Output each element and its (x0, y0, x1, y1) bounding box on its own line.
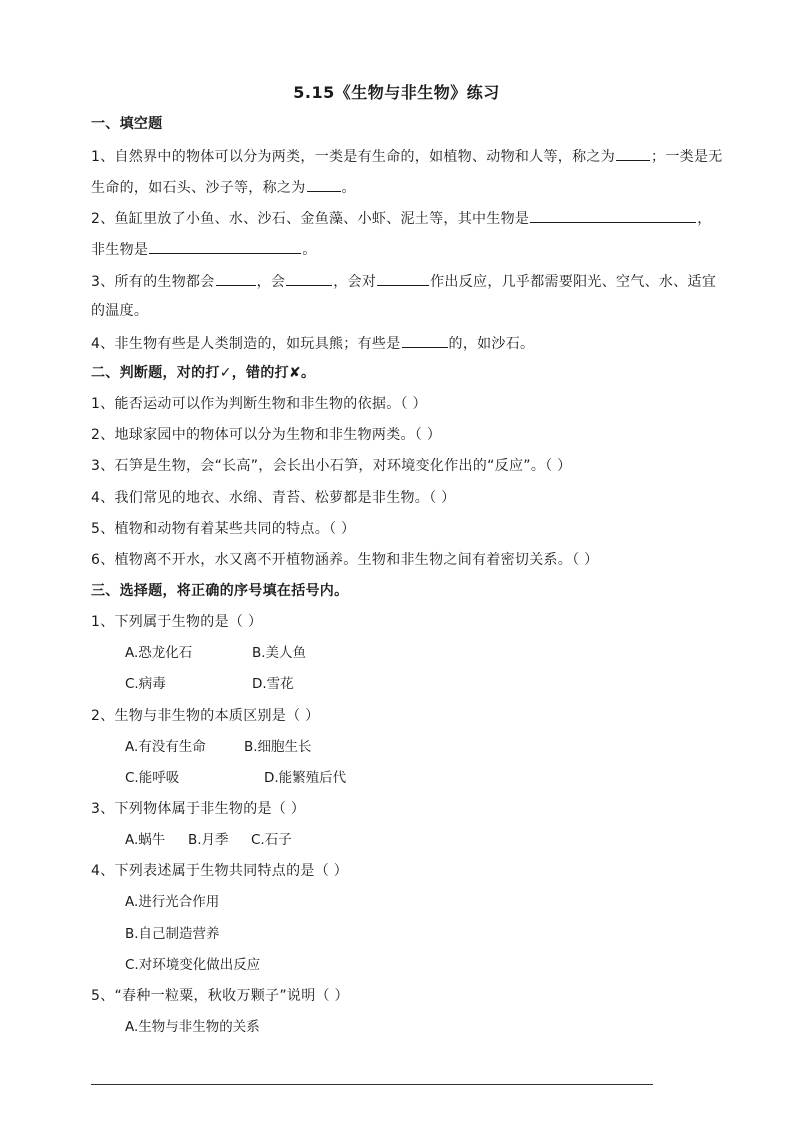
choice-question-2: 2、生物与非生物的本质区别是（ ） (91, 708, 320, 724)
option-c[interactable]: C.能呼吸 (125, 770, 180, 786)
question-text: 2、鱼缸里放了小鱼、水、沙石、金鱼藻、小虾、泥土等，其中生物是 (91, 211, 530, 227)
option-b[interactable]: B.月季 (188, 832, 229, 848)
question-1-line-1 (91, 145, 723, 167)
section-heading-true-false: 二、判断题，对的打✓，错的打✘。 (91, 365, 316, 381)
true-false-item: 2、地球家园中的物体可以分为生物和非生物两类。（ ） (91, 427, 442, 443)
question-2-line-2 (91, 238, 317, 260)
question-text: 生命的，如石头、沙子等，称之为 (91, 180, 306, 196)
option-a[interactable]: A.有没有生命 (125, 739, 206, 755)
answer-blank[interactable] (149, 238, 301, 254)
question-text: 的，如沙石。 (448, 336, 535, 352)
question-1-line-2 (91, 176, 356, 198)
question-4 (91, 332, 534, 354)
option-b[interactable]: B.自己制造营养 (125, 926, 220, 942)
answer-blank[interactable] (216, 270, 256, 286)
choice-question-5: 5、“春种一粒粟，秋收万颗子”说明（ ） (91, 988, 349, 1004)
question-text: 3、所有的生物都会 (91, 274, 215, 290)
option-a[interactable]: A.蜗牛 (125, 832, 166, 848)
question-text: ，会 (256, 274, 286, 290)
option-c[interactable]: C.对环境变化做出反应 (125, 957, 261, 973)
page-title: 5.15《生物与非生物》练习 (293, 83, 500, 102)
question-3-line-1 (91, 270, 716, 292)
true-false-item: 3、石笋是生物，会“长高”，会长出小石笋，对环境变化作出的“反应”。（ ） (91, 458, 572, 474)
answer-blank[interactable] (402, 332, 448, 348)
choice-question-4: 4、下列表述属于生物共同特点的是（ ） (91, 863, 349, 879)
option-b[interactable]: B.细胞生长 (244, 739, 312, 755)
option-c[interactable]: C.病毒 (125, 676, 166, 692)
option-b[interactable]: B.美人鱼 (252, 645, 307, 661)
option-d[interactable]: D.雪花 (252, 676, 294, 692)
answer-blank[interactable] (616, 145, 650, 161)
answer-blank[interactable] (307, 176, 341, 192)
choice-question-1: 1、下列属于生物的是（ ） (91, 614, 263, 630)
answer-blank[interactable] (377, 270, 429, 286)
section-heading-multiple-choice: 三、选择题，将正确的序号填在括号内。 (91, 583, 349, 599)
true-false-item: 4、我们常见的地衣、水绵、青苔、松萝都是非生物。（ ） (91, 490, 456, 506)
question-text: 4、非生物有些是人类制造的，如玩具熊；有些是 (91, 336, 401, 352)
option-a[interactable]: A.恐龙化石 (125, 645, 193, 661)
question-text: 1、自然界中的物体可以分为两类，一类是有生命的，如植物、动物和人等，称之为 (91, 149, 616, 165)
question-text: ，会对 (333, 274, 377, 290)
true-false-item: 1、能否运动可以作为判断生物和非生物的依据。（ ） (91, 396, 427, 412)
footer-divider (91, 1084, 653, 1085)
answer-blank[interactable] (286, 270, 332, 286)
question-text: 非生物是 (91, 242, 149, 258)
question-text: ；一类是无 (651, 149, 723, 165)
question-text: 作出反应，几乎都需要阳光、空气、水、适宜 (430, 274, 717, 290)
option-d[interactable]: D.能繁殖后代 (264, 770, 347, 786)
question-2-line-1 (91, 207, 712, 229)
option-a[interactable]: A.生物与非生物的关系 (125, 1019, 260, 1035)
question-text: ， (697, 211, 712, 227)
option-a[interactable]: A.进行光合作用 (125, 894, 220, 910)
true-false-item: 5、植物和动物有着某些共同的特点。（ ） (91, 521, 356, 537)
option-c[interactable]: C.石子 (251, 832, 292, 848)
choice-question-3: 3、下列物体属于非生物的是（ ） (91, 801, 306, 817)
question-text: 。 (341, 180, 356, 196)
section-heading-fill-blank: 一、填空题 (91, 116, 163, 132)
answer-blank[interactable] (530, 207, 696, 223)
true-false-item: 6、植物离不开水，水又离不开植物涵养。生物和非生物之间有着密切关系。（ ） (91, 552, 599, 568)
question-3-line-2: 的温度。 (91, 303, 149, 319)
question-text: 。 (302, 242, 317, 258)
